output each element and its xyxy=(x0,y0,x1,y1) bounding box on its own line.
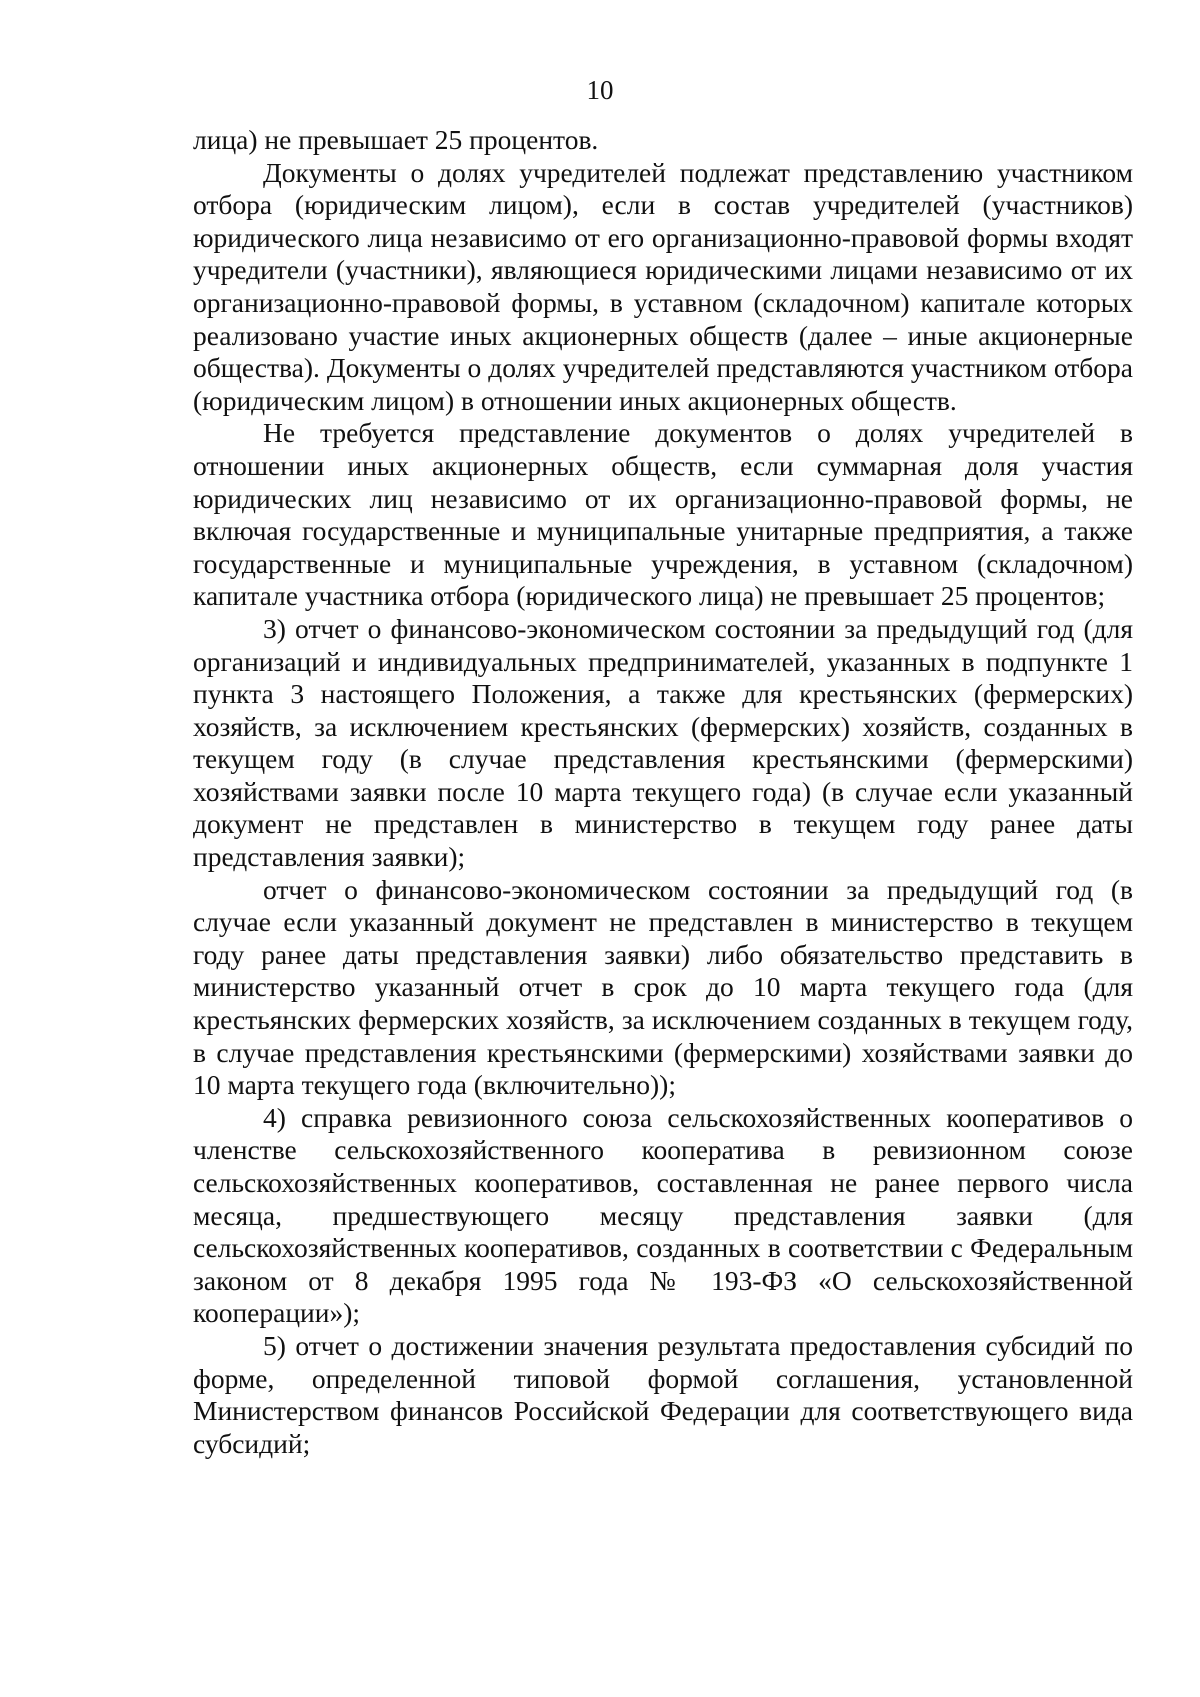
paragraph: 5) отчет о достижении значения результата предоставления субсидий по форме, определенной типовой формой соглашения, установленной Министерством финансов Российской Федерации для соответствующего вида субсидий; xyxy=(193,1329,1133,1459)
paragraph: 3) отчет о финансово-экономическом состоянии за предыдущий год (для организаций и индивидуальных предпринимателей, указанных в подпункте 1 пункта 3 настоящего Положения, а также для крестьянских (фермерских) хозяйств, за исключением крестьянских (фермерских) хозяйств, созданных в текущем году (в случае представления крестьянскими (фермерскими) хозяйствами заявки после 10 марта текущего года) (в случае если указанный документ не представлен в министерство в текущем году ранее даты представления заявки); xyxy=(193,612,1133,873)
paragraph: Документы о долях учредителей подлежат представлению участником отбора (юридическим лицом), если в состав учредителей (участников) юридического лица независимо от его организационно-правовой формы входят учредители (участники), являющиеся юридическими лицами независимо от их организационно-правовой формы, в уставном (складочном) капитале которых реализовано участие иных акционерных обществ (далее – иные акционерные общества). Документы о долях учредителей представляются участником отбора (юридическим лицом) в отношении иных акционерных обществ. xyxy=(193,156,1133,416)
document-body xyxy=(193,124,1133,1460)
paragraph: 4) справка ревизионного союза сельскохозяйственных кооперативов о членстве сельскохозяйственного кооператива в ревизионном союзе сельскохозяйственных кооперативов, составленная не ранее первого числа месяца, предшествующего месяцу представления заявки (для сельскохозяйственных кооперативов, созданных в соответствии с Федеральным законом от 8 декабря 1995 года № 193-ФЗ «О сельскохозяйственной кооперации»); xyxy=(193,1101,1133,1329)
paragraph: отчет о финансово-экономическом состоянии за предыдущий год (в случае если указанный документ не представлен в министерство в текущем году ранее даты представления заявки) либо обязательство представить в министерство указанный отчет в срок до 10 марта текущего года (для крестьянских фермерских хозяйств, за исключением созданных в текущем году, в случае представления крестьянскими (фермерскими) хозяйствами заявки до 10 марта текущего года (включительно)); xyxy=(193,873,1133,1101)
paragraph: лица) не превышает 25 процентов. xyxy=(193,124,599,155)
paragraph: Не требуется представление документов о долях учредителей в отношении иных акционерных обществ, если суммарная доля участия юридических лиц независимо от их организационно-правовой формы, не включая государственные и муниципальные унитарные предприятия, а также государственные и муниципальные учреждения, в уставном (складочном) капитале участника отбора (юридического лица) не превышает 25 процентов; xyxy=(193,417,1133,612)
page-number: 10 xyxy=(586,75,614,105)
